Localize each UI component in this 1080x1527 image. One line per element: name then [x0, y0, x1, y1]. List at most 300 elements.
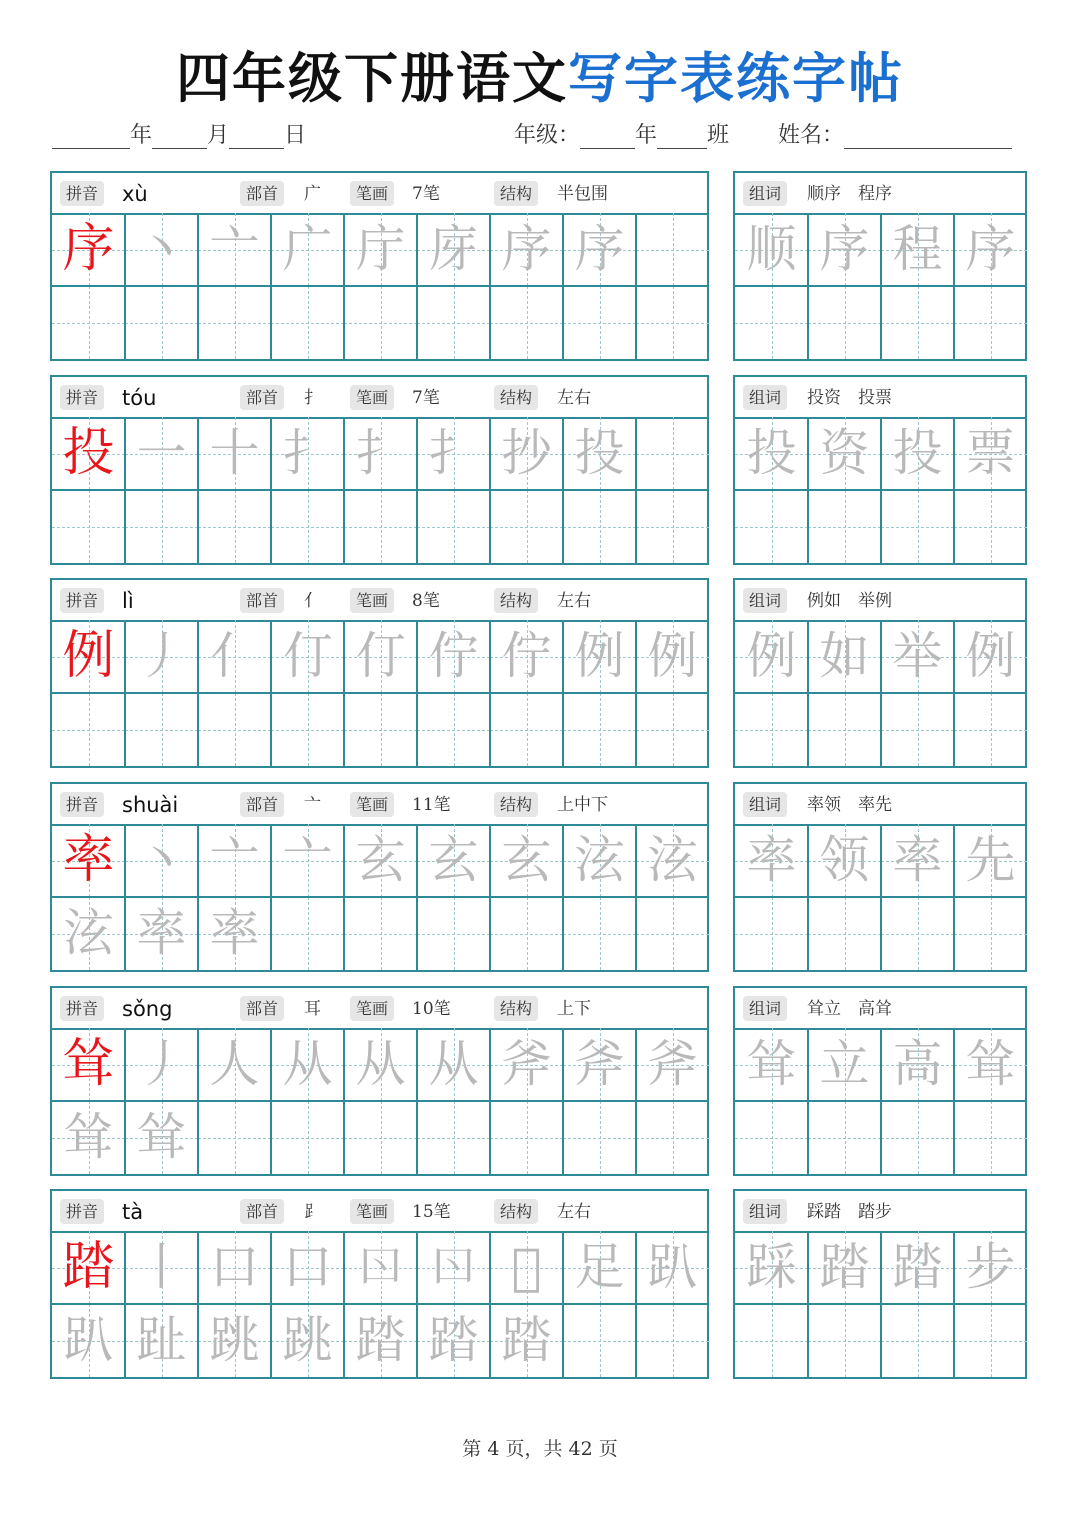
stroke-step-char: 十 [209, 424, 260, 482]
grid-cell[interactable] [417, 1231, 490, 1304]
guide-line [845, 490, 846, 563]
grid-cell[interactable] [563, 213, 636, 286]
grid-cell[interactable] [563, 286, 636, 359]
grid-cell[interactable] [52, 1231, 125, 1304]
grade-year-label: 年 [635, 123, 658, 148]
grid-cell[interactable] [954, 824, 1027, 897]
grid-cell[interactable] [954, 1304, 1027, 1377]
radical-tag: 部首 [240, 1199, 284, 1224]
grid-cell[interactable] [52, 213, 125, 286]
strokes-value: 15笔 [412, 1202, 451, 1222]
word-char: 率 [746, 831, 797, 889]
grid-cell[interactable] [808, 620, 881, 693]
guide-line [235, 286, 236, 359]
structure-value: 左右 [557, 591, 591, 611]
grid-cell[interactable] [563, 417, 636, 490]
guide-line [454, 490, 455, 563]
grid-cell[interactable] [52, 417, 125, 490]
words-value: 耸立 高耸 [807, 999, 892, 1019]
word-char: 投 [746, 424, 797, 482]
grid-cell[interactable] [198, 213, 271, 286]
grid-cell[interactable] [490, 1304, 563, 1377]
grid-cell[interactable] [490, 1101, 563, 1174]
words-tag: 组词 [743, 792, 787, 817]
radical-value: 亠 [304, 795, 321, 815]
grid-cell[interactable] [636, 1028, 709, 1101]
guide-line [918, 1304, 919, 1377]
word-char: 立 [819, 1035, 870, 1093]
model-char: 踏 [62, 1237, 115, 1297]
grid-cell[interactable] [490, 417, 563, 490]
guide-line [772, 1304, 773, 1377]
grid-cell[interactable] [636, 897, 709, 970]
grid-cell[interactable] [735, 1231, 808, 1304]
grid-cell[interactable] [417, 213, 490, 286]
grid-cell[interactable] [198, 417, 271, 490]
grid-cell[interactable] [808, 897, 881, 970]
grid-cell[interactable] [125, 286, 198, 359]
structure-value: 半包围 [557, 184, 608, 204]
grid-cell[interactable] [954, 286, 1027, 359]
structure-value: 左右 [557, 1202, 591, 1222]
word-char: 先 [965, 831, 1016, 889]
grid-cell[interactable] [954, 490, 1027, 563]
radical-value: 耳 [304, 999, 321, 1019]
title-main: 四年级下册语文 [176, 47, 568, 110]
model-char: 例 [62, 626, 115, 686]
grid-cell[interactable] [490, 897, 563, 970]
char-info-panel [50, 986, 709, 1176]
grid-cell[interactable] [636, 417, 709, 490]
grid-cell[interactable] [808, 1304, 881, 1377]
stroke-step-char: 𠯁 [511, 1238, 542, 1296]
month-blank[interactable] [152, 122, 207, 149]
guide-line [454, 693, 455, 766]
grid-cell[interactable] [808, 213, 881, 286]
stroke-step-char: 从 [428, 1035, 479, 1093]
stroke-step-char: 扌 [428, 424, 479, 482]
grid-cell[interactable] [881, 417, 954, 490]
radical-value: 广 [304, 184, 321, 204]
grid-cell[interactable] [344, 417, 417, 490]
guide-line [308, 1101, 309, 1174]
grid-cell[interactable] [125, 490, 198, 563]
grid-cell[interactable] [52, 1101, 125, 1174]
guide-line [845, 286, 846, 359]
stroke-step-char: 丨 [136, 1238, 187, 1296]
words-value: 顺序 程序 [807, 184, 892, 204]
radical-tag: 部首 [240, 385, 284, 410]
grid-cell[interactable] [344, 286, 417, 359]
year-blank[interactable] [52, 122, 130, 149]
grid-cell[interactable] [198, 824, 271, 897]
grid-cell[interactable] [271, 897, 344, 970]
strokes-tag: 笔画 [350, 1199, 394, 1224]
grid-cell[interactable] [563, 693, 636, 766]
words-panel [733, 375, 1027, 565]
guide-line [600, 1304, 601, 1377]
word-char: 资 [819, 424, 870, 482]
grid-cell[interactable] [271, 490, 344, 563]
grid-cell[interactable] [52, 286, 125, 359]
guide-line [673, 213, 674, 286]
grid-cell[interactable] [563, 620, 636, 693]
grid-cell[interactable] [52, 1028, 125, 1101]
grid-cell[interactable] [881, 897, 954, 970]
stroke-step-char: 足 [574, 1238, 625, 1296]
grid-cell[interactable] [52, 897, 125, 970]
grid-cell[interactable] [881, 1028, 954, 1101]
structure-tag: 结构 [494, 588, 538, 613]
grid-cell[interactable] [735, 286, 808, 359]
structure-tag: 结构 [494, 792, 538, 817]
grid-cell[interactable] [125, 213, 198, 286]
stroke-step-char: 丶 [136, 220, 187, 278]
grid-cell[interactable] [417, 1101, 490, 1174]
grid-line [52, 489, 709, 491]
day-blank[interactable] [229, 122, 284, 149]
grid-cell[interactable] [636, 286, 709, 359]
grid-cell[interactable] [125, 693, 198, 766]
words-tag: 组词 [743, 181, 787, 206]
guide-line [772, 490, 773, 563]
grid-cell[interactable] [881, 1231, 954, 1304]
grid-cell[interactable] [198, 1028, 271, 1101]
grid-cell[interactable] [125, 620, 198, 693]
stroke-step-char: 趴 [63, 1311, 114, 1369]
grid-cell[interactable] [344, 620, 417, 693]
grid-cell[interactable] [198, 693, 271, 766]
guide-line [991, 693, 992, 766]
words-header [735, 580, 1025, 622]
stroke-step-char: 斧 [647, 1035, 698, 1093]
grid-cell[interactable] [808, 824, 881, 897]
guide-line [673, 693, 674, 766]
guide-line [527, 897, 528, 970]
name-blank[interactable] [844, 122, 1012, 149]
guide-line [162, 490, 163, 563]
guide-line [673, 1101, 674, 1174]
stroke-step-char: 亠 [209, 220, 260, 278]
name-field [778, 118, 1012, 149]
grid-cell[interactable] [52, 620, 125, 693]
grid-cell[interactable] [808, 490, 881, 563]
stroke-step-char: 投 [574, 424, 625, 482]
guide-line [772, 286, 773, 359]
grid-cell[interactable] [735, 417, 808, 490]
grid-cell[interactable] [636, 824, 709, 897]
grid-cell[interactable] [344, 1231, 417, 1304]
grid-cell[interactable] [735, 213, 808, 286]
grid-cell[interactable] [563, 490, 636, 563]
grid-cell[interactable] [271, 620, 344, 693]
grid-cell[interactable] [490, 213, 563, 286]
grid-line [52, 896, 709, 898]
guide-line [918, 286, 919, 359]
grid-cell[interactable] [881, 1101, 954, 1174]
grid-cell[interactable] [344, 897, 417, 970]
guide-line [235, 490, 236, 563]
guide-line [600, 897, 601, 970]
grid-cell[interactable] [52, 490, 125, 563]
month-label: 月 [207, 123, 230, 148]
class-blank[interactable] [657, 122, 707, 149]
grid-cell[interactable] [881, 490, 954, 563]
grid-cell[interactable] [417, 693, 490, 766]
grid-cell[interactable] [636, 1231, 709, 1304]
grid-cell[interactable] [417, 286, 490, 359]
grid-cell[interactable] [490, 1028, 563, 1101]
words-panel [733, 986, 1027, 1176]
stroke-step-char: 泫 [574, 831, 625, 889]
stroke-step-char: 扌 [282, 424, 333, 482]
grid-cell[interactable] [490, 286, 563, 359]
grid-cell[interactable] [52, 693, 125, 766]
grid-cell[interactable] [271, 213, 344, 286]
grid-cell[interactable] [735, 1304, 808, 1377]
char-info-header [52, 580, 707, 622]
radical-tag: 部首 [240, 996, 284, 1021]
words-header [735, 173, 1025, 215]
grid-cell[interactable] [198, 1304, 271, 1377]
stroke-step-char: 跳 [209, 1311, 260, 1369]
grid-cell[interactable] [125, 824, 198, 897]
grid-cell[interactable] [881, 286, 954, 359]
grid-cell[interactable] [563, 1101, 636, 1174]
grid-cell[interactable] [344, 693, 417, 766]
char-info-panel [50, 375, 709, 565]
grid-cell[interactable] [271, 1304, 344, 1377]
grid-cell[interactable] [735, 490, 808, 563]
grid-cell[interactable] [125, 897, 198, 970]
grid-cell[interactable] [636, 693, 709, 766]
guide-line [381, 286, 382, 359]
grid-cell[interactable] [954, 1231, 1027, 1304]
grid-line [52, 285, 709, 287]
grid-cell[interactable] [490, 693, 563, 766]
word-char: 踏 [892, 1238, 943, 1296]
stroke-step-char: 抄 [501, 424, 552, 482]
stroke-step-char: 庁 [355, 220, 406, 278]
stroke-step-char: 丿 [136, 1035, 187, 1093]
guide-line [381, 897, 382, 970]
model-char: 耸 [62, 1034, 115, 1094]
grid-cell[interactable] [636, 490, 709, 563]
grid-cell[interactable] [808, 417, 881, 490]
grid-cell[interactable] [417, 620, 490, 693]
guide-line [308, 490, 309, 563]
grid-cell[interactable] [881, 693, 954, 766]
strokes-value: 10笔 [412, 999, 451, 1019]
grid-cell[interactable] [344, 1101, 417, 1174]
grid-cell[interactable] [271, 1101, 344, 1174]
guide-line [673, 490, 674, 563]
words-panel [733, 171, 1027, 361]
stroke-step-char: 人 [209, 1035, 260, 1093]
date-field [52, 118, 306, 149]
stroke-step-char: 耸 [136, 1108, 187, 1166]
guide-line [454, 1101, 455, 1174]
word-char: 踩 [746, 1238, 797, 1296]
words-header [735, 988, 1025, 1030]
grid-cell[interactable] [954, 213, 1027, 286]
grid-cell[interactable] [417, 490, 490, 563]
grid-cell[interactable] [954, 897, 1027, 970]
guide-line [772, 1101, 773, 1174]
grid-cell[interactable] [344, 1304, 417, 1377]
grid-cell[interactable] [417, 897, 490, 970]
stroke-step-char: 亠 [209, 831, 260, 889]
guide-line [845, 1101, 846, 1174]
char-info-header [52, 784, 707, 826]
guide-line [600, 286, 601, 359]
grade-label: 年级： [514, 123, 581, 148]
grid-cell[interactable] [271, 1231, 344, 1304]
class-label: 班 [707, 123, 730, 148]
model-char: 率 [62, 830, 115, 890]
grid-cell[interactable] [735, 693, 808, 766]
grid-cell[interactable] [808, 693, 881, 766]
guide-line [308, 286, 309, 359]
grid-cell[interactable] [563, 824, 636, 897]
grid-cell[interactable] [271, 1028, 344, 1101]
grid-cell[interactable] [417, 1028, 490, 1101]
stroke-step-char: 仃 [355, 627, 406, 685]
grid-cell[interactable] [954, 1028, 1027, 1101]
grid-cell[interactable] [490, 490, 563, 563]
grid-cell[interactable] [490, 1231, 563, 1304]
grid-cell[interactable] [344, 824, 417, 897]
words-value: 率领 率先 [807, 795, 892, 815]
grid-cell[interactable] [881, 213, 954, 286]
grid-cell[interactable] [490, 620, 563, 693]
grid-cell[interactable] [125, 1231, 198, 1304]
structure-tag: 结构 [494, 996, 538, 1021]
stroke-step-char: 庌 [428, 220, 479, 278]
guide-line [918, 1101, 919, 1174]
guide-line [89, 693, 90, 766]
grade-field [514, 118, 729, 149]
guide-line [527, 1101, 528, 1174]
guide-line [991, 1304, 992, 1377]
grid-cell[interactable] [808, 1231, 881, 1304]
grid-cell[interactable] [881, 620, 954, 693]
strokes-tag: 笔画 [350, 181, 394, 206]
grid-cell[interactable] [881, 1304, 954, 1377]
grid-cell[interactable] [636, 1101, 709, 1174]
grid-cell[interactable] [881, 824, 954, 897]
stroke-step-char: 踏 [428, 1311, 479, 1369]
grid-cell[interactable] [198, 1101, 271, 1174]
stroke-step-char: 口 [282, 1238, 333, 1296]
grid-cell[interactable] [125, 417, 198, 490]
grid-cell[interactable] [636, 213, 709, 286]
char-info-header [52, 173, 707, 215]
grid-line [52, 1303, 709, 1305]
grid-cell[interactable] [808, 1101, 881, 1174]
grid-cell[interactable] [954, 417, 1027, 490]
grid-cell[interactable] [563, 1028, 636, 1101]
grade-blank[interactable] [580, 122, 635, 149]
grid-cell[interactable] [735, 897, 808, 970]
guide-line [845, 897, 846, 970]
pinyin-tag: 拼音 [60, 1199, 104, 1224]
grid-cell[interactable] [954, 693, 1027, 766]
guide-line [673, 286, 674, 359]
grid-cell[interactable] [52, 1304, 125, 1377]
grid-cell[interactable] [954, 620, 1027, 693]
strokes-tag: 笔画 [350, 588, 394, 613]
structure-tag: 结构 [494, 1199, 538, 1224]
grid-cell[interactable] [344, 490, 417, 563]
grid-cell[interactable] [636, 1304, 709, 1377]
grid-cell[interactable] [125, 1028, 198, 1101]
stroke-step-char: 佇 [428, 627, 479, 685]
grid-line [52, 1100, 709, 1102]
grid-cell[interactable] [563, 897, 636, 970]
stroke-step-char: 序 [501, 220, 552, 278]
grid-cell[interactable] [417, 1304, 490, 1377]
grid-cell[interactable] [344, 213, 417, 286]
grid-line [735, 692, 1027, 694]
grid-cell[interactable] [735, 1101, 808, 1174]
grid-cell[interactable] [125, 1101, 198, 1174]
stroke-step-char: 一 [136, 424, 187, 482]
grid-cell[interactable] [563, 1231, 636, 1304]
grid-cell[interactable] [271, 824, 344, 897]
guide-line [991, 490, 992, 563]
guide-line [527, 286, 528, 359]
grid-cell[interactable] [636, 620, 709, 693]
grid-cell[interactable] [271, 286, 344, 359]
grid-cell[interactable] [735, 824, 808, 897]
grid-cell[interactable] [198, 1231, 271, 1304]
grid-cell[interactable] [808, 1028, 881, 1101]
grid-line [735, 489, 1027, 491]
grid-cell[interactable] [735, 1028, 808, 1101]
grid-cell[interactable] [125, 1304, 198, 1377]
guide-line [772, 897, 773, 970]
stroke-step-char: 口 [209, 1238, 260, 1296]
grid-cell[interactable] [52, 824, 125, 897]
stroke-step-char: 从 [355, 1035, 406, 1093]
grid-line [735, 285, 1027, 287]
stroke-step-char: 斧 [501, 1035, 552, 1093]
grid-cell[interactable] [271, 417, 344, 490]
stroke-step-char: 从 [282, 1035, 333, 1093]
char-info-panel [50, 578, 709, 768]
grid-cell[interactable] [808, 286, 881, 359]
day-label: 日 [284, 123, 307, 148]
grid-cell[interactable] [198, 286, 271, 359]
stroke-step-char: 玄 [428, 831, 479, 889]
grid-cell[interactable] [417, 824, 490, 897]
grid-cell[interactable] [271, 693, 344, 766]
grid-cell[interactable] [198, 490, 271, 563]
grid-cell[interactable] [344, 1028, 417, 1101]
grid-cell[interactable] [954, 1101, 1027, 1174]
guide-line [89, 286, 90, 359]
grid-cell[interactable] [563, 1304, 636, 1377]
grid-cell[interactable] [490, 824, 563, 897]
strokes-tag: 笔画 [350, 996, 394, 1021]
grid-cell[interactable] [735, 620, 808, 693]
grid-cell[interactable] [417, 417, 490, 490]
grid-cell[interactable] [198, 620, 271, 693]
structure-value: 左右 [557, 388, 591, 408]
guide-line [845, 1304, 846, 1377]
grid-cell[interactable] [198, 897, 271, 970]
